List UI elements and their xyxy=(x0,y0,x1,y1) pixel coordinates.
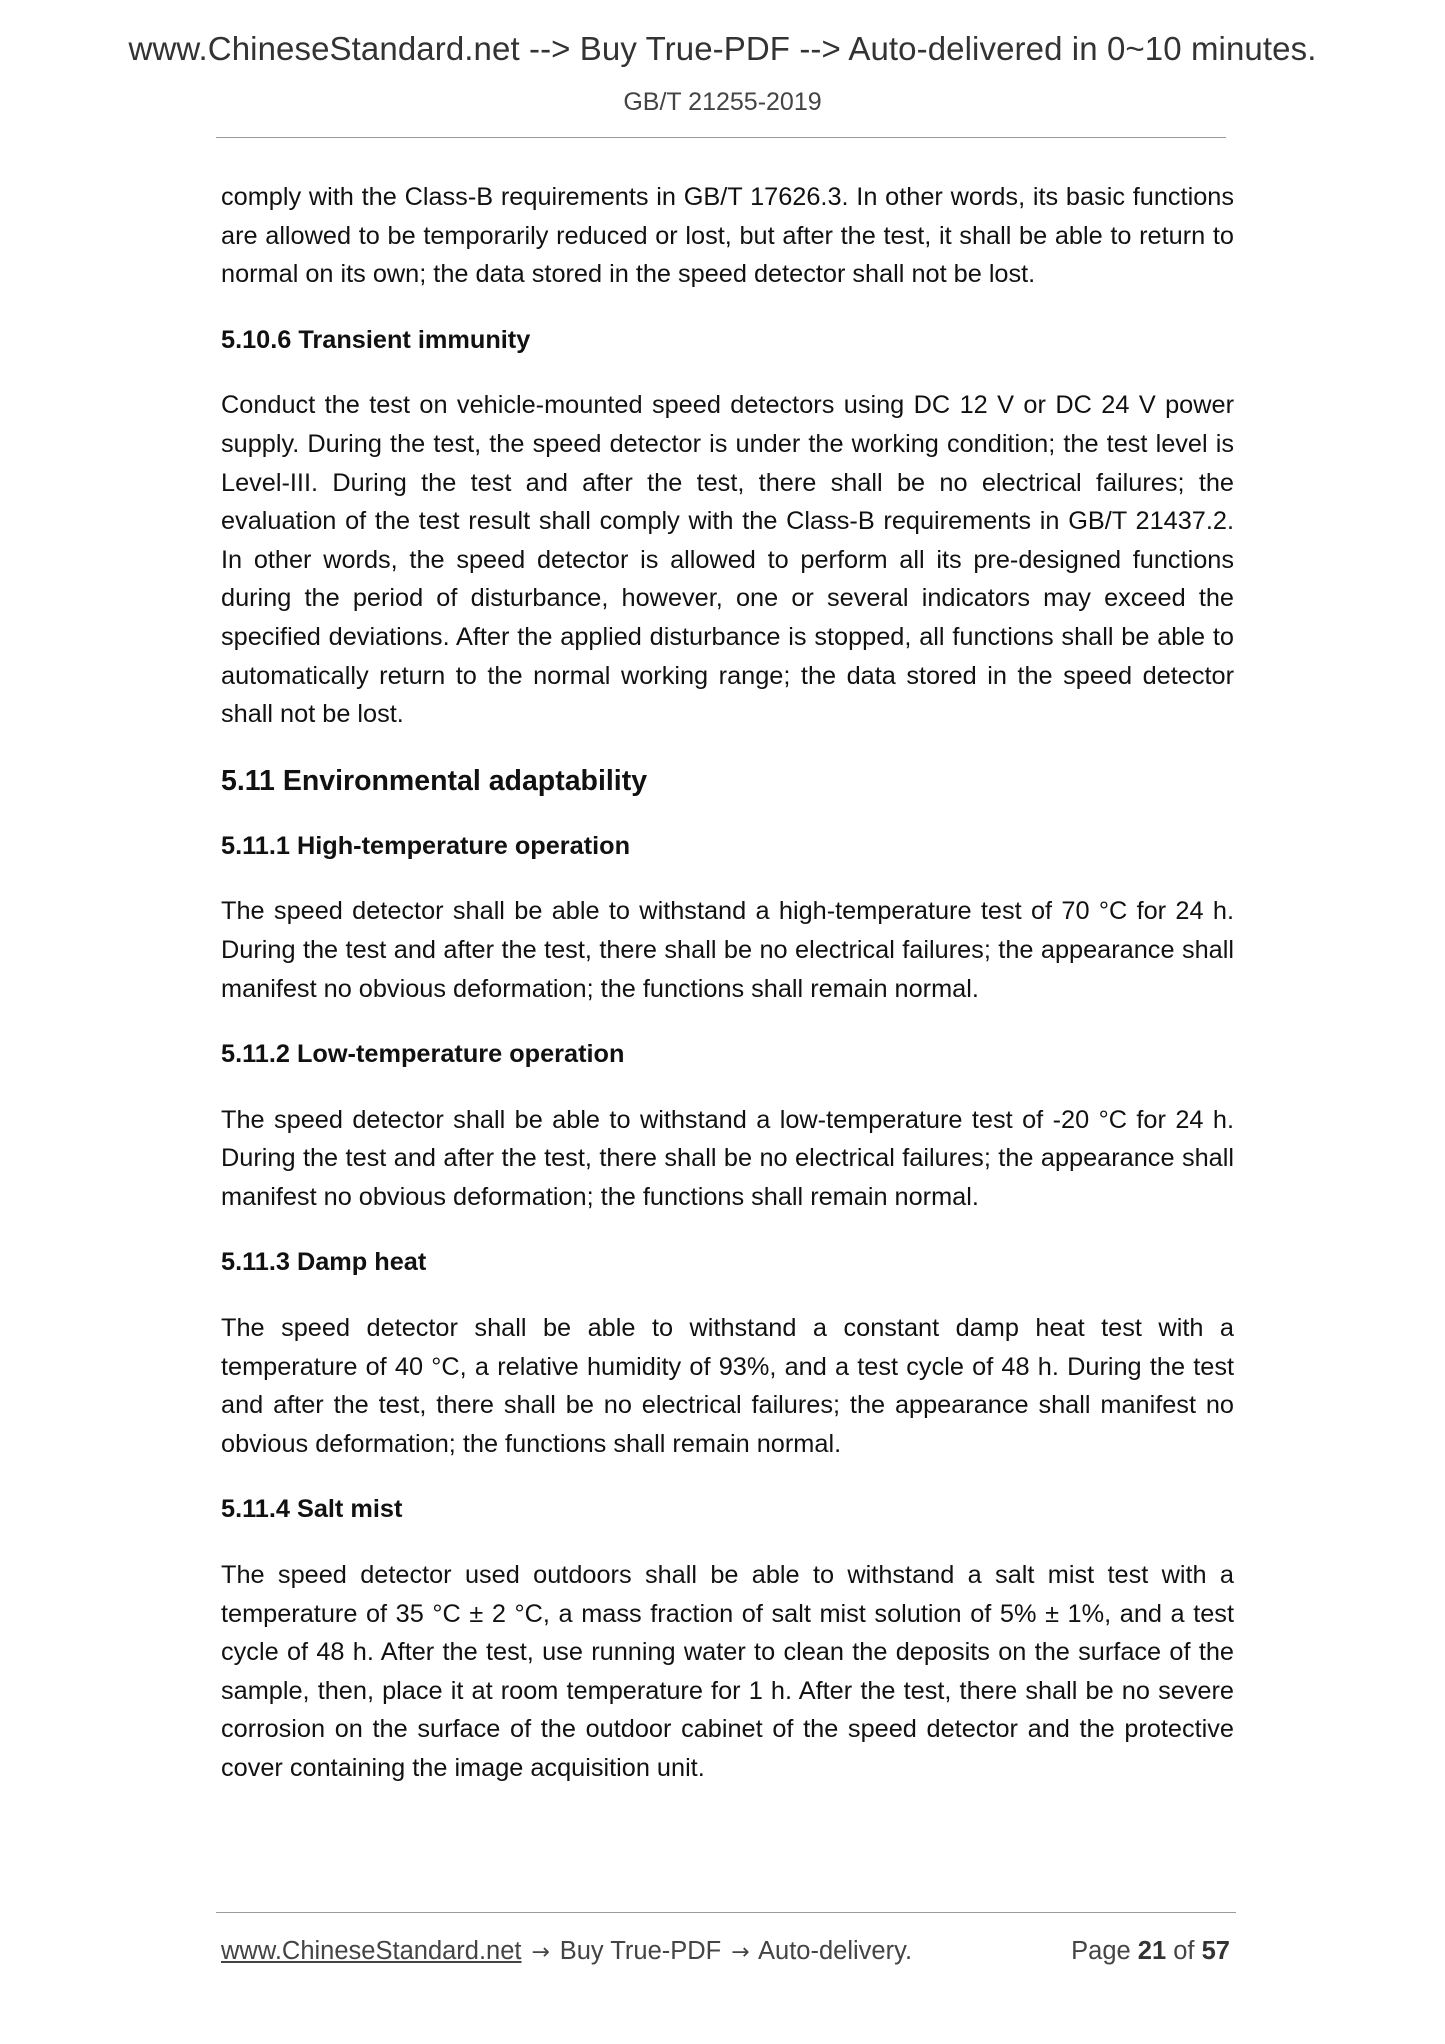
footer-divider xyxy=(216,1912,1236,1913)
arrow-right-icon: → xyxy=(531,1940,550,1965)
heading-5-11: 5.11 Environmental adaptability xyxy=(221,764,648,797)
page-label: Page xyxy=(1071,1937,1131,1965)
document-code: GB/T 21255-2019 xyxy=(623,88,822,116)
paragraph-5-11-1: The speed detector shall be able to withstand a high-temperature test of 70 °C for 24 h. During the test and after the test, there shall be no electrical failures; the appearance shall manifest no obvious deformation; the functions shall remain normal. xyxy=(221,897,1234,1003)
arrow-right-icon: → xyxy=(731,1940,750,1965)
heading-5-11-4: 5.11.4 Salt mist xyxy=(221,1495,403,1524)
header-divider xyxy=(216,137,1226,138)
paragraph-5-11-4: The speed detector used outdoors shall be able to withstand a salt mist test with a temperature of 35 °C ± 2 °C, a mass fraction of salt mist solution of 5% ± 1%, and a test cycle of 48 h. After the test, use running water to clean the deposits on the surface of the sample, then, place it at room temperature for 1 h. After the test, there shall be no severe corrosion on the surface of the outdoor cabinet of the speed detector and the protective cover containing the image acquisition unit. xyxy=(221,1561,1234,1782)
heading-5-11-1: 5.11.1 High-temperature operation xyxy=(221,831,631,860)
of-label: of xyxy=(1173,1937,1195,1965)
page-number: 21 xyxy=(1137,1937,1167,1965)
heading-5-11-2: 5.11.2 Low-temperature operation xyxy=(221,1040,625,1069)
intro-paragraph: comply with the Class-B requirements in GB/T 17626.3. In other words, its basic functions are allowed to be temporarily reduced or lost, but after the test, it shall be able to return to normal on its own; the data stored in the speed detector shall not be lost. xyxy=(221,183,1234,289)
auto-delivery-text: Auto-delivery. xyxy=(758,1937,913,1965)
heading-5-10-6: 5.10.6 Transient immunity xyxy=(221,325,531,354)
footer-links xyxy=(221,1937,912,1966)
page-content xyxy=(221,178,1234,1788)
page-total: 57 xyxy=(1201,1937,1230,1965)
site-link[interactable]: www.ChineseStandard.net xyxy=(221,1937,522,1965)
buy-true-pdf-text: Buy True-PDF xyxy=(559,1937,722,1965)
heading-5-11-3: 5.11.3 Damp heat xyxy=(221,1248,427,1277)
paragraph-5-11-2: The speed detector shall be able to withstand a low-temperature test of -20 °C for 24 h. During the test and after the test, there shall be no electrical failures; the appearance shall manifest no obvious deformation; the functions shall remain normal. xyxy=(221,1105,1234,1211)
page-indicator xyxy=(1071,1937,1230,1966)
top-banner: www.ChineseStandard.net --> Buy True-PDF --> Auto-delivered in 0~10 minutes. xyxy=(128,30,1317,67)
paragraph-5-10-6: Conduct the test on vehicle-mounted speed detectors using DC 12 V or DC 24 V power supply. During the test, the speed detector is under the working condition; the test level is Level-III. During the test and after the test, there shall be no electrical failures; the evaluation of the test result shall comply with the Class-B requirements in GB/T 21437.2. In other words, the speed detector is allowed to perform all its pre-designed functions during the period of disturbance, however, one or several indicators may exceed the specified deviations. After the applied disturbance is stopped, all functions shall be able to automatically return to the normal working range; the data stored in the speed detector shall not be lost. xyxy=(221,391,1234,729)
paragraph-5-11-3: The speed detector shall be able to withstand a constant damp heat test with a temperature of 40 °C, a relative humidity of 93%, and a test cycle of 48 h. During the test and after the test, there shall be no electrical failures; the appearance shall manifest no obvious deformation; the functions shall remain normal. xyxy=(221,1314,1234,1458)
